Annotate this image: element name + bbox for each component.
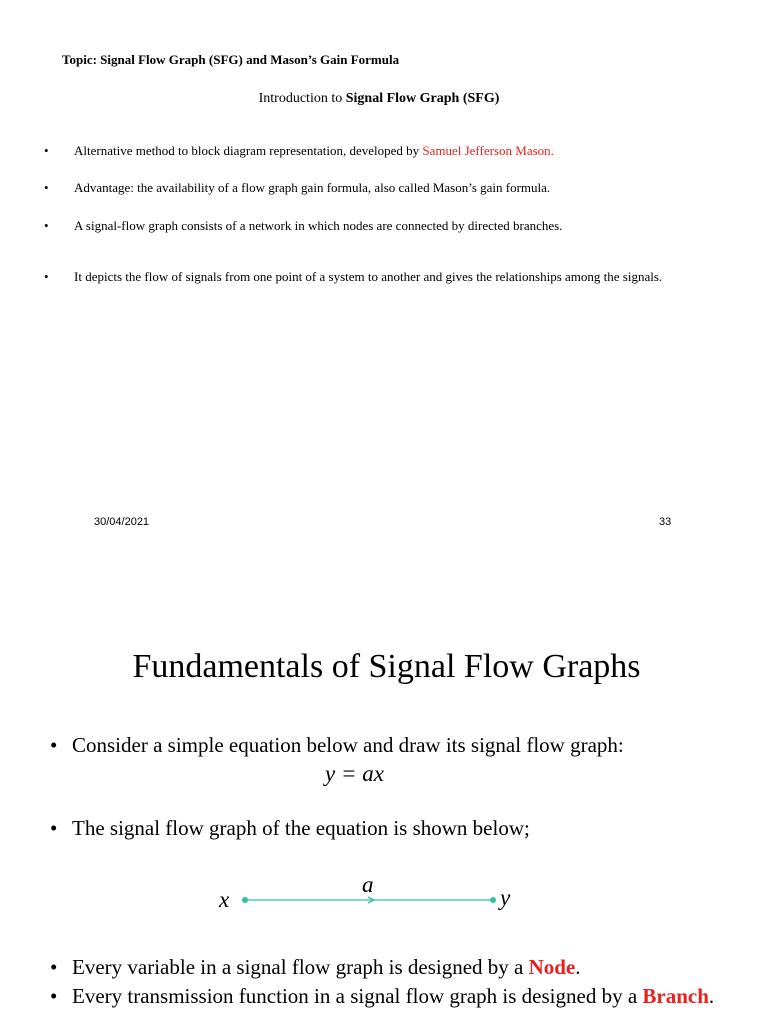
- topic-heading: Topic: Signal Flow Graph (SFG) and Mason’s Gain Formula: [62, 52, 400, 67]
- signal-flow-graph: [0, 860, 768, 920]
- bullet-text: Consider a simple equation below and draw its signal flow graph:: [72, 733, 624, 757]
- slide-page-number: 33: [659, 516, 672, 528]
- node-label-y: y: [500, 885, 511, 910]
- slide-fundamentals: [0, 560, 768, 1024]
- bullet-text: Alternative method to block diagram representation, developed by: [74, 143, 423, 158]
- node-term: Node: [528, 955, 576, 979]
- slide-date: 30/04/2021: [94, 516, 150, 528]
- bullet-highlight: Samuel Jefferson Mason.: [422, 143, 554, 158]
- node-x: [242, 897, 248, 903]
- bullet-suffix: .: [708, 984, 715, 1008]
- intro-heading: [0, 91, 758, 107]
- branch-label-a: a: [362, 872, 374, 897]
- equation: y = ax: [325, 761, 384, 786]
- bullet-dot: •: [50, 955, 58, 979]
- node-y: [490, 897, 496, 903]
- bullet-dot: •: [44, 180, 49, 195]
- bullet-suffix: .: [575, 955, 581, 979]
- intro-bold: Signal Flow Graph (SFG): [345, 91, 500, 106]
- bullet-dot: •: [44, 143, 49, 158]
- slide-title: Fundamentals of Signal Flow Graphs: [132, 648, 641, 685]
- bullet-text: It depicts the flow of signals from one point of a system to another and gives the relationships among the signals.: [74, 269, 663, 284]
- bullet-text: Every variable in a signal flow graph is designed by a: [72, 955, 529, 979]
- bullet-dot: •: [44, 218, 49, 233]
- bullet-text: A signal-flow graph consists of a network in which nodes are connected by directed branches.: [74, 218, 563, 233]
- bullet-dot: •: [50, 984, 58, 1008]
- bullet-text: Every transmission function in a signal flow graph is designed by a: [72, 984, 643, 1008]
- bullet-dot: •: [44, 269, 49, 284]
- branch-term: Branch: [642, 984, 709, 1008]
- bullet-text: The signal flow graph of the equation is shown below;: [72, 816, 530, 840]
- bullet-text: Advantage: the availability of a flow graph gain formula, also called Mason’s gain formula.: [74, 180, 551, 195]
- intro-prefix: Introduction to: [258, 91, 346, 106]
- bullet-dot: •: [50, 816, 58, 840]
- node-label-x: x: [219, 887, 230, 912]
- bullet-dot: •: [50, 733, 58, 757]
